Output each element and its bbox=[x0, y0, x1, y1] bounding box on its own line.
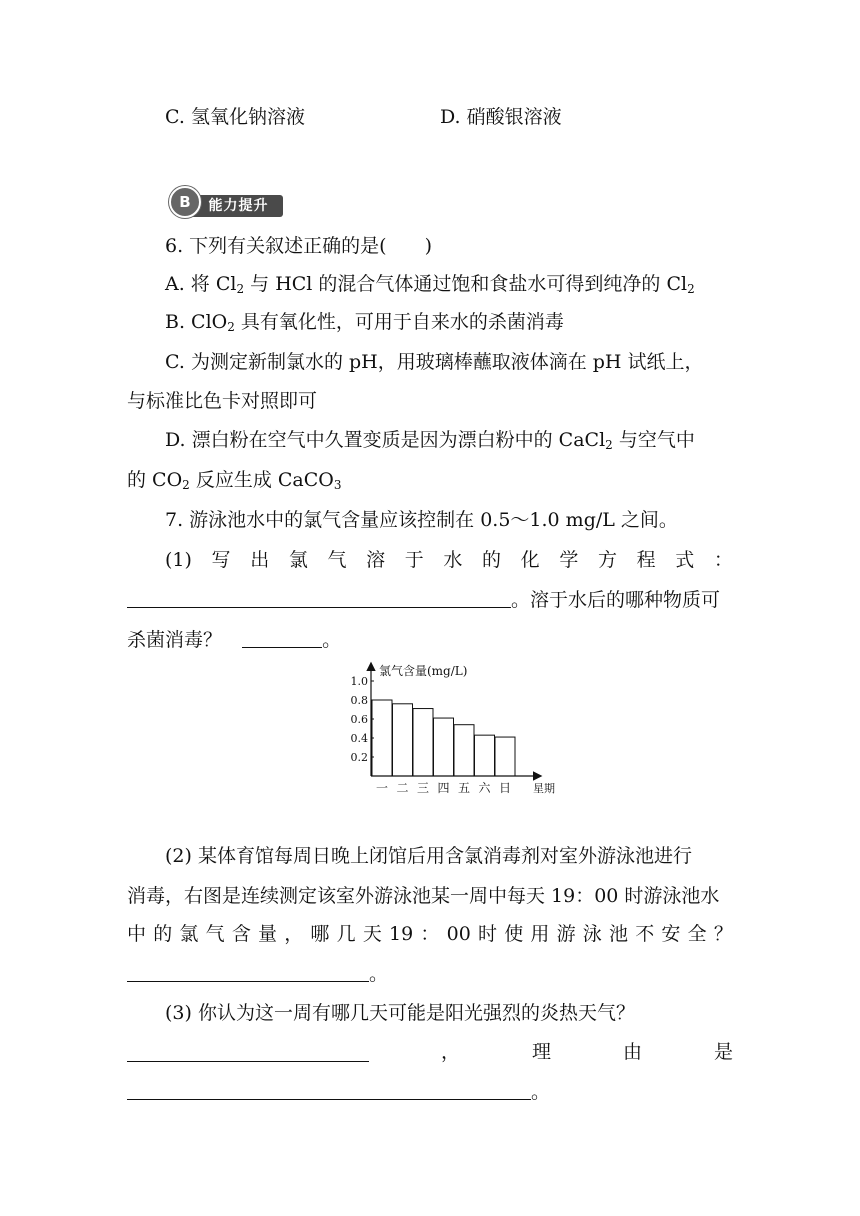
q7-p1-w: 溶 bbox=[366, 549, 386, 571]
x-tick-label: 日 bbox=[498, 781, 512, 795]
q6-d-text-4: 反应生成 CaCO bbox=[189, 469, 334, 491]
q6-d-text-2: 与空气中 bbox=[612, 429, 695, 451]
q7-p2-w: 19 bbox=[389, 923, 414, 945]
q7-part2-line4 bbox=[127, 962, 388, 986]
q7-p2-w: 泳 bbox=[582, 923, 602, 945]
q7-part3-line1: (3) 你认为这一周有哪几天可能是阳光强烈的炎热天气？ bbox=[165, 1002, 635, 1024]
y-tick-label: 0.4 bbox=[350, 732, 368, 745]
section-badge bbox=[168, 183, 286, 221]
q7-p3-line3-end: 。 bbox=[531, 1081, 551, 1103]
q7-part2-line2: 消毒，右图是连续测定该室外游泳池某一周中每天 19：00 时游泳池水 bbox=[127, 885, 720, 907]
q7-p2-w: 时 bbox=[477, 923, 497, 945]
chart-bars bbox=[372, 700, 515, 776]
q7-part1-line3 bbox=[127, 628, 341, 652]
y-axis-label: 氯气含量(mg/L) bbox=[379, 664, 468, 678]
q7-p1-w: 水 bbox=[443, 549, 463, 571]
q7-p2-w: 几 bbox=[336, 923, 356, 945]
q7-p2-w: ？ bbox=[713, 923, 733, 945]
q7-p1-w: (1) bbox=[165, 549, 192, 571]
y-tick-label: 0.8 bbox=[350, 694, 368, 707]
q7-p3-w: 是 bbox=[713, 1041, 733, 1063]
q6-option-d-line2 bbox=[127, 468, 342, 492]
q7-p1-w: 式 bbox=[675, 549, 695, 571]
q7-part1-line2 bbox=[127, 588, 720, 612]
q7-part2-line1: (2) 某体育馆每周日晚上闭馆后用含氯消毒剂对室外游泳池进行 bbox=[165, 845, 692, 867]
q7-p2-w: 用 bbox=[530, 923, 550, 945]
bar-四 bbox=[434, 718, 454, 776]
q6-option-c-line2: 与标准比色卡对照即可 bbox=[127, 390, 318, 412]
answer-blank-substance[interactable] bbox=[242, 629, 322, 648]
x-tick-label: 六 bbox=[478, 781, 491, 795]
bar-一 bbox=[372, 700, 392, 776]
q7-p1-w: 氯 bbox=[288, 549, 308, 571]
q7-p1-w: 学 bbox=[559, 549, 579, 571]
q7-p1-line3-text: 杀菌消毒？ bbox=[127, 629, 223, 651]
q7-p1-line3-end: 。 bbox=[322, 629, 342, 651]
bar-日 bbox=[495, 737, 515, 776]
y-tick-label: 0.6 bbox=[350, 713, 368, 726]
q7-p1-w: 方 bbox=[597, 549, 617, 571]
q7-p2-w: 天 bbox=[362, 923, 382, 945]
q7-p2-w: ， bbox=[284, 923, 304, 945]
q7-p2-w: 量 bbox=[258, 923, 278, 945]
x-tick-label: 一 bbox=[375, 781, 389, 795]
option-d: D. 硝酸银溶液 bbox=[440, 106, 562, 128]
y-tick-label: 0.2 bbox=[350, 751, 368, 764]
option-c: C. 氢氧化钠溶液 bbox=[165, 106, 305, 128]
q6-a-sub-2: 2 bbox=[687, 282, 695, 296]
q6-option-a bbox=[165, 272, 695, 296]
x-tick-labels bbox=[376, 781, 511, 795]
x-tick-label: 三 bbox=[416, 781, 430, 795]
q7-p2-w: 含 bbox=[231, 923, 251, 945]
q7-part3-line3 bbox=[127, 1080, 550, 1104]
q7-stem: 7. 游泳池水中的氯气含量应该控制在 0.5～1.0 mg/L 之间。 bbox=[165, 509, 678, 531]
q7-p2-w: 不 bbox=[635, 923, 655, 945]
y-tick-label: 1.0 bbox=[350, 675, 368, 688]
q6-d-text-3: 的 CO bbox=[127, 469, 183, 491]
q7-p1-w: 的 bbox=[482, 549, 502, 571]
q7-p1-w: 程 bbox=[636, 549, 656, 571]
x-tick-label: 五 bbox=[457, 781, 471, 795]
answer-blank-hot-days[interactable] bbox=[127, 1043, 369, 1062]
q6-b-sub: 2 bbox=[227, 320, 235, 334]
q6-a-sub-1: 2 bbox=[236, 282, 245, 296]
bar-三 bbox=[413, 709, 433, 776]
q7-p1-line2-text: 。溶于水后的哪种物质可 bbox=[511, 589, 721, 611]
chlorine-content-bar-chart bbox=[340, 658, 560, 808]
answer-blank-equation[interactable] bbox=[127, 589, 511, 608]
q7-p2-w: 使 bbox=[504, 923, 524, 945]
q7-p1-w: ： bbox=[713, 549, 733, 571]
q7-p2-w: 哪 bbox=[310, 923, 330, 945]
q6-a-text-2: 与 HCl 的混合气体通过饱和食盐水可得到纯净的 Cl bbox=[244, 273, 688, 295]
q6-option-b bbox=[165, 310, 564, 334]
x-tick-label: 四 bbox=[437, 781, 450, 795]
q7-p3-w: 理 bbox=[531, 1041, 551, 1063]
q6-d-sub-1: 2 bbox=[605, 438, 613, 452]
q7-part3-line2 bbox=[127, 1040, 733, 1064]
q7-p2-w: 氯 bbox=[179, 923, 199, 945]
section-badge-letter: B bbox=[169, 186, 201, 218]
q6-d-sub-2: 2 bbox=[182, 478, 190, 492]
q7-p2-w: 00 bbox=[446, 923, 471, 945]
x-tick-label: 二 bbox=[396, 781, 409, 795]
answer-blank-reason[interactable] bbox=[127, 1081, 531, 1100]
q6-option-d-line1 bbox=[165, 428, 695, 452]
bar-五 bbox=[454, 725, 474, 776]
q7-p2-line4-end: 。 bbox=[369, 963, 389, 985]
q7-p2-w: 中 bbox=[127, 923, 147, 945]
x-axis-label: 星期 bbox=[533, 782, 555, 795]
q6-option-c-line1: C. 为测定新制氯水的 pH，用玻璃棒蘸取液体滴在 pH 试纸上， bbox=[165, 351, 704, 373]
section-badge-label: 能力提升 bbox=[180, 195, 283, 217]
q7-p2-w: 安 bbox=[661, 923, 681, 945]
q7-p2-w: 的 bbox=[153, 923, 173, 945]
q7-p1-w: 于 bbox=[404, 549, 424, 571]
q7-p2-w: 气 bbox=[205, 923, 225, 945]
q7-p2-w: 池 bbox=[609, 923, 629, 945]
q7-p3-w: ， bbox=[441, 1041, 461, 1063]
q7-p1-w: 写 bbox=[211, 549, 231, 571]
q6-d-text-1: D. 漂白粉在空气中久置变质是因为漂白粉中的 CaCl bbox=[165, 429, 606, 451]
q7-p2-w: 游 bbox=[556, 923, 576, 945]
q6-b-text-2: 具有氧化性，可用于自来水的杀菌消毒 bbox=[234, 311, 564, 333]
q7-p1-w: 化 bbox=[520, 549, 540, 571]
q6-a-text-1: A. 将 Cl bbox=[165, 273, 237, 295]
q7-p1-w: 气 bbox=[327, 549, 347, 571]
q7-p2-w: 全 bbox=[687, 923, 707, 945]
q7-part1-line1 bbox=[165, 548, 733, 572]
q7-p3-w: 由 bbox=[622, 1041, 642, 1063]
answer-blank-unsafe-days[interactable] bbox=[127, 963, 369, 982]
q7-p3-words bbox=[369, 1040, 733, 1064]
bar-六 bbox=[475, 735, 495, 776]
bar-二 bbox=[393, 704, 413, 776]
q6-b-text-1: B. ClO bbox=[165, 311, 228, 333]
q6-d-sub-3: 3 bbox=[333, 478, 342, 492]
q7-p2-w: ： bbox=[420, 923, 440, 945]
q7-part2-line3 bbox=[127, 922, 733, 946]
q6-stem: 6. 下列有关叙述正确的是( ) bbox=[165, 235, 432, 257]
q7-p1-w: 出 bbox=[250, 549, 270, 571]
